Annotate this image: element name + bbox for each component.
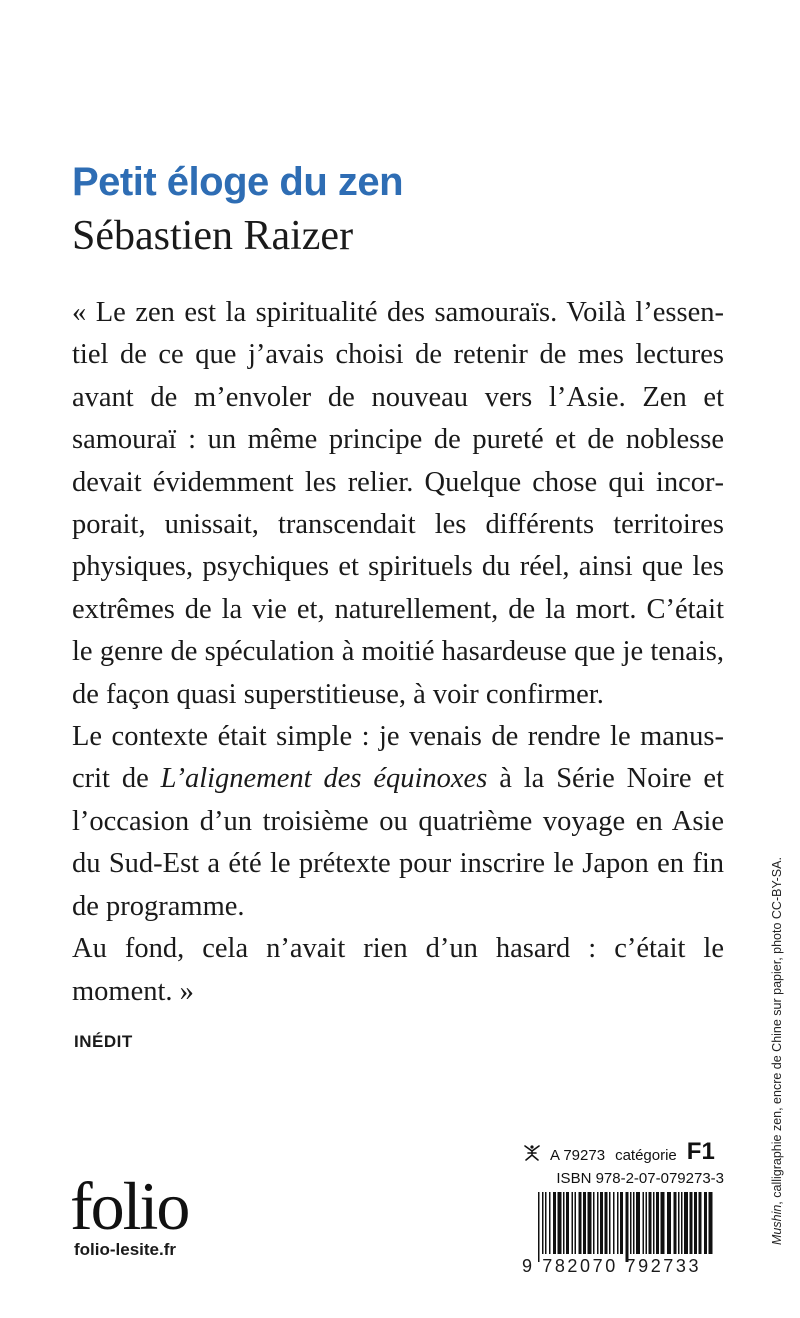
barcode-bar bbox=[630, 1192, 632, 1254]
barcode bbox=[522, 1192, 730, 1278]
barcode-bar bbox=[653, 1192, 655, 1254]
barcode-bar bbox=[678, 1192, 680, 1254]
barcode-bar bbox=[597, 1192, 599, 1254]
barcode-bar bbox=[558, 1192, 562, 1254]
barcode-bar bbox=[690, 1192, 693, 1254]
barcode-bar bbox=[667, 1192, 671, 1254]
credit-text: , calligraphie zen, encre de Chine sur papier, photo CC-BY-SA. bbox=[770, 857, 784, 1205]
reference-line bbox=[522, 1138, 730, 1164]
barcode-bar bbox=[649, 1192, 652, 1254]
barcode-bar bbox=[684, 1192, 688, 1254]
credit-artwork-title: Mushin bbox=[770, 1204, 784, 1245]
barcode-bar bbox=[646, 1192, 648, 1254]
barcode-bar bbox=[575, 1192, 577, 1254]
category-label: catégorie bbox=[615, 1147, 677, 1164]
barcode-bar bbox=[694, 1192, 697, 1254]
barcode-bar bbox=[579, 1192, 582, 1254]
barcode-bar bbox=[583, 1192, 586, 1254]
barcode-bar bbox=[636, 1192, 640, 1254]
barcode-bar bbox=[620, 1192, 623, 1254]
barcode-bar bbox=[549, 1192, 551, 1254]
barcode-bar bbox=[588, 1192, 592, 1254]
blurb-paragraph-2 bbox=[72, 716, 724, 928]
barcode-bar bbox=[674, 1192, 677, 1254]
barcode-bar bbox=[553, 1192, 556, 1254]
barcode-bar bbox=[681, 1192, 683, 1254]
barcode-bar bbox=[643, 1192, 645, 1254]
folio-logo: folio bbox=[70, 1168, 189, 1244]
barcode-bar bbox=[617, 1192, 619, 1254]
blurb-paragraph-2-end: à la Série Noire et l’occasion d’un troisième ou quatrième voyage en Asie du Sud-Est a été le prétexte pour inscrire le Japon en fin de programme. bbox=[72, 763, 724, 922]
barcode-bar bbox=[542, 1192, 544, 1254]
cover-credit bbox=[770, 857, 784, 1245]
back-cover-blurb bbox=[72, 292, 724, 1013]
blurb-paragraph-2-start: Le contexte était simple : je venais de rendre le manuscrit de bbox=[72, 721, 724, 795]
barcode-bar bbox=[699, 1192, 702, 1254]
isbn: ISBN 978-2-07-079273-3 bbox=[556, 1170, 724, 1187]
reference-code: A 79273 bbox=[550, 1147, 606, 1164]
barcode-bars bbox=[522, 1192, 730, 1264]
inedit-label: INÉDIT bbox=[74, 1032, 133, 1051]
barcode-bar bbox=[538, 1192, 540, 1262]
barcode-bar bbox=[605, 1192, 608, 1254]
barcode-bar bbox=[633, 1192, 635, 1254]
book-author: Sébastien Raizer bbox=[72, 213, 354, 259]
product-codes bbox=[522, 1138, 730, 1187]
gallimard-mark-icon bbox=[522, 1144, 542, 1162]
book-title: Petit éloge du zen bbox=[72, 160, 404, 204]
barcode-bar bbox=[656, 1192, 659, 1254]
barcode-bar bbox=[709, 1192, 713, 1254]
barcode-bar bbox=[563, 1192, 565, 1254]
barcode-bar bbox=[572, 1192, 574, 1254]
barcode-bar bbox=[566, 1192, 569, 1254]
barcode-bar bbox=[613, 1192, 615, 1254]
blurb-paragraph-1: « Le zen est la spiritualité des samouraïs. Voilà l’essentiel de ce que j’avais choisi de retenir de mes lectures avant de m’envoler de nouveau vers l’Asie. Zen et samouraï : un même principe de pureté et de noblesse devait évidemment les relier. Quelque chose qui incorporait, unissait, transcendait les différents territoires physiques, psychiques et spirituels du réel, ainsi que les extrêmes de la vie et, naturellement, de la mort. C’était le genre de spéculation à moitié hasardeuse que je tenais, de façon quasi superstitieuse, à voir confirmer. bbox=[72, 297, 724, 710]
blurb-paragraph-3: Au fond, cela n’avait rien d’un hasard : c’était le moment. » bbox=[72, 933, 724, 1007]
barcode-bar bbox=[593, 1192, 595, 1254]
novel-title-italic: L’alignement des équinoxes bbox=[160, 763, 488, 795]
barcode-bar bbox=[600, 1192, 603, 1254]
publisher-website: folio-lesite.fr bbox=[74, 1240, 177, 1259]
category-code: F1 bbox=[686, 1138, 715, 1165]
barcode-bar bbox=[545, 1192, 547, 1254]
barcode-bar bbox=[609, 1192, 611, 1254]
barcode-digits: 9 782070 792733 bbox=[522, 1256, 702, 1276]
barcode-bar bbox=[626, 1192, 629, 1262]
barcode-bar bbox=[661, 1192, 665, 1254]
barcode-bar bbox=[704, 1192, 707, 1254]
